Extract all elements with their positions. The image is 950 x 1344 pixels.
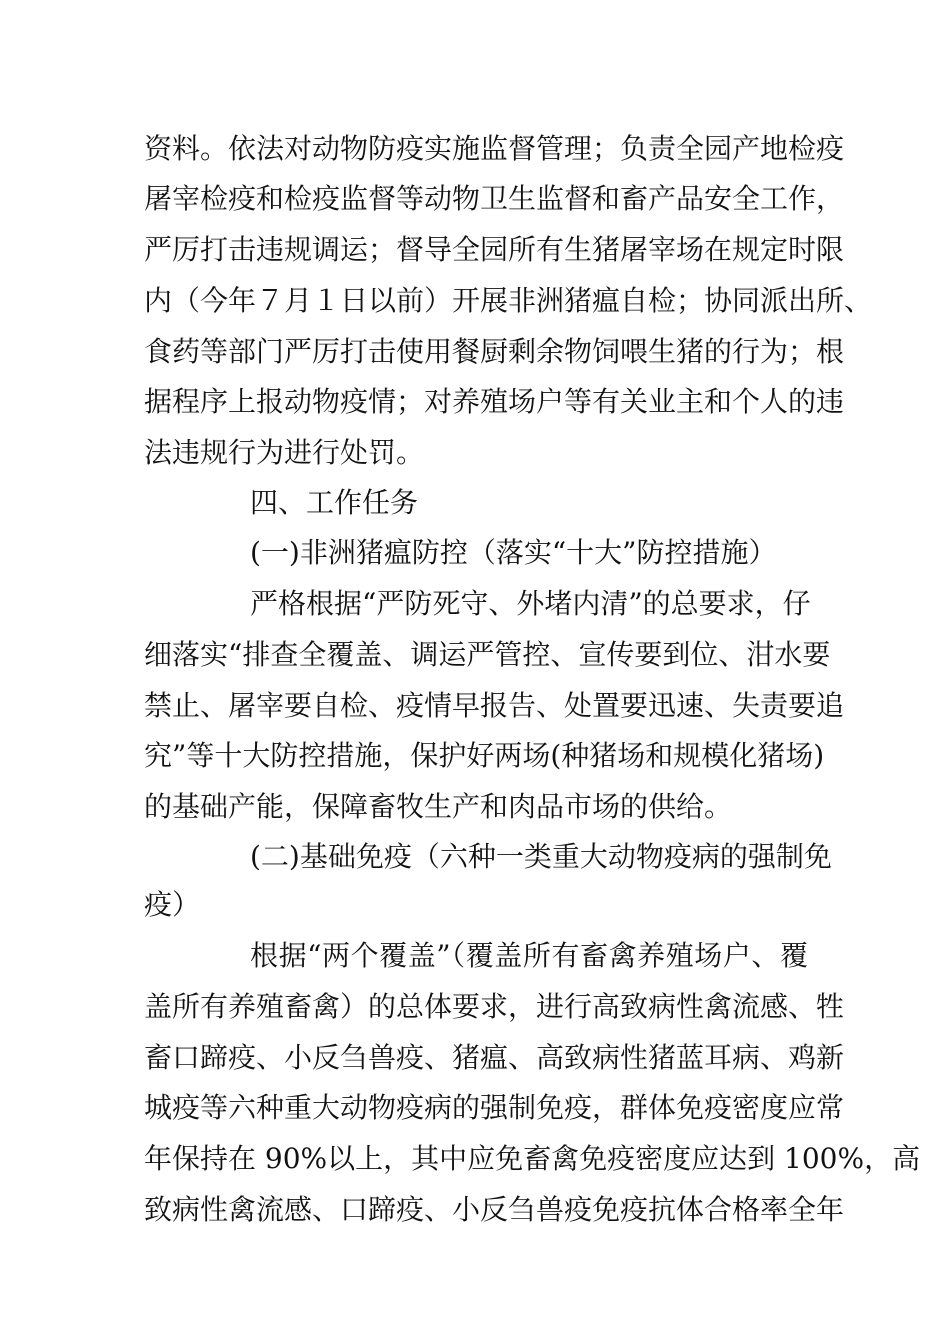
body-text-line: 法违规行为进行处罚。 (144, 436, 425, 469)
body-text-line: 年保持在 90%以上，其中应免畜禽免疫密度应达到 100%，高 (144, 1142, 921, 1175)
body-text-line: 畜口蹄疫、小反刍兽疫、猪瘟、高致病性猪蓝耳病、鸡新 (144, 1041, 845, 1074)
subsection-heading: (二)基础免疫（六种一类重大动物疫病的强制免 (250, 840, 832, 873)
body-text-line: 资料。依法对动物防疫实施监督管理；负责全园产地检疫 (144, 132, 845, 165)
body-text-line: 细落实“排查全覆盖、调运严管控、宣传要到位、泔水要 (144, 638, 831, 671)
body-text-line: 严格根据“严防死守、外堵内清”的总要求，仔 (250, 587, 811, 620)
body-text-line: 禁止、屠宰要自检、疫情早报告、处置要迅速、失责要追 (144, 689, 845, 722)
body-text-line: 究”等十大防控措施，保护好两场(种猪场和规模化猪场) (144, 739, 825, 772)
body-text-line: 根据“两个覆盖”（覆盖所有畜禽养殖场户、覆 (250, 939, 808, 972)
body-text-line: 食药等部门严厉打击使用餐厨剩余物饲喂生猪的行为；根 (144, 335, 845, 368)
body-text-line: 内（今年７月１日以前）开展非洲猪瘟自检；协同派出所、 (144, 284, 873, 317)
body-text-line: 致病性禽流感、口蹄疫、小反刍兽疫免疫抗体合格率全年 (144, 1193, 845, 1226)
subsection-heading: (一)非洲猪瘟防控（落实“十大”防控措施） (250, 536, 777, 569)
body-text-line: 据程序上报动物疫情；对养殖场户等有关业主和个人的违 (144, 385, 845, 418)
body-text-line: 城疫等六种重大动物疫病的强制免疫，群体免疫密度应常 (144, 1091, 845, 1124)
body-text-line: 屠宰检疫和检疫监督等动物卫生监督和畜产品安全工作， (144, 182, 845, 215)
subsection-heading: 疫） (144, 888, 201, 921)
body-text-line: 严厉打击违规调运；督导全园所有生猪屠宰场在规定时限 (144, 233, 845, 266)
body-text-line: 的基础产能，保障畜牧生产和肉品市场的供给。 (144, 790, 733, 823)
body-text-line: 盖所有养殖畜禽）的总体要求，进行高致病性禽流感、牲 (144, 990, 845, 1023)
section-heading: 四、工作任务 (250, 486, 419, 519)
